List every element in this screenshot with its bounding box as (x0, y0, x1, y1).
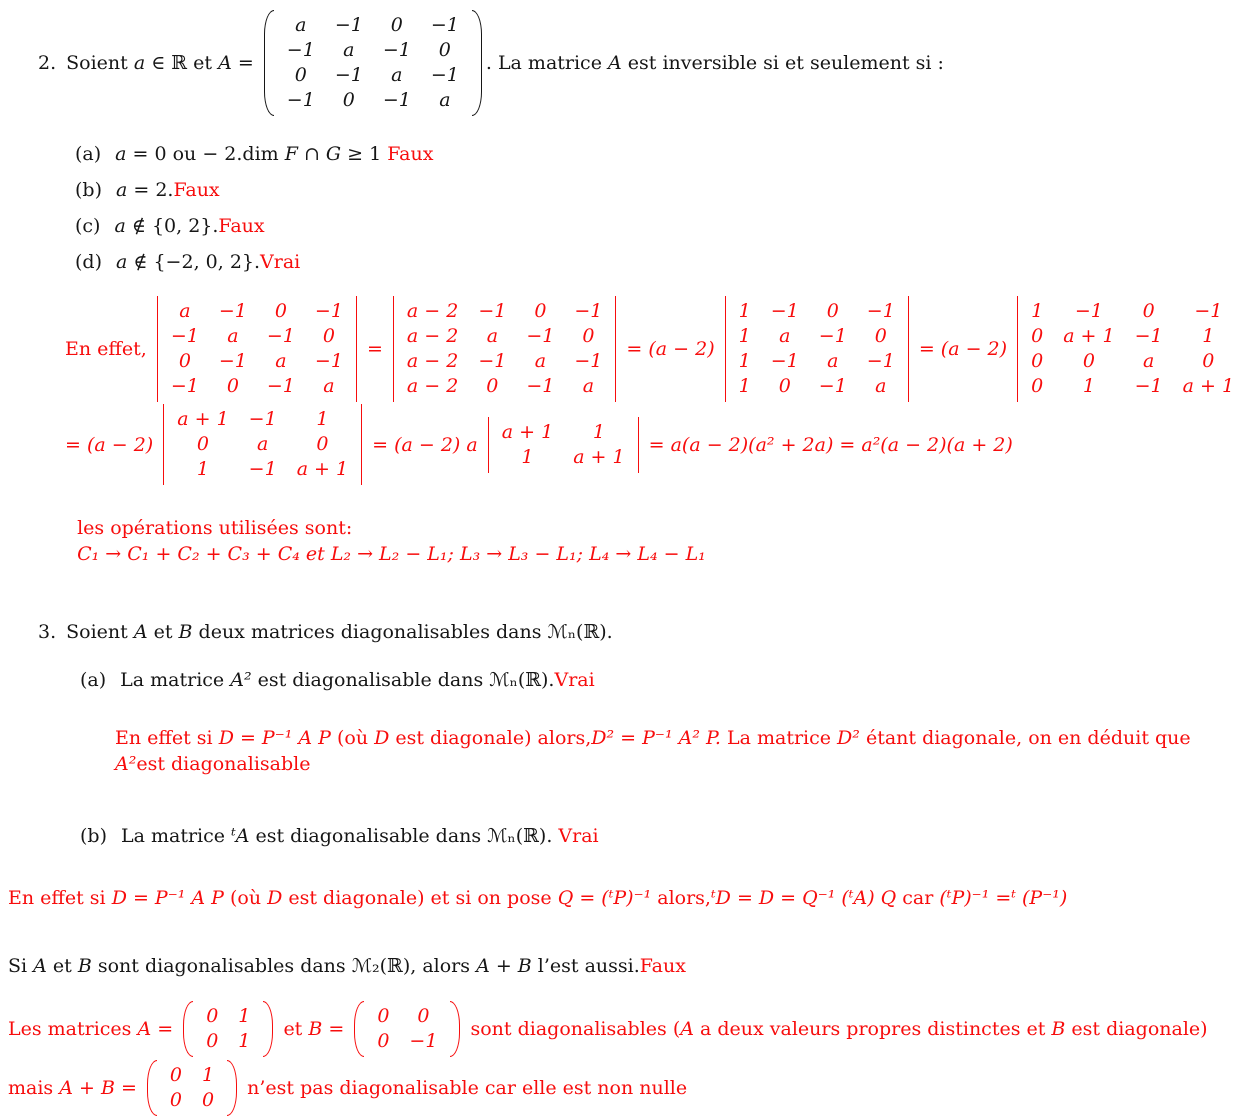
item-3-option-b-verdict: Vrai (558, 825, 599, 847)
matrix-cell: 0 (196, 433, 209, 455)
matrix-cell: 0 (1031, 375, 1044, 397)
determinant-chain-line-1 (65, 296, 1239, 402)
text-segment: B (308, 1018, 323, 1040)
option-b-verdict: Faux (173, 179, 220, 201)
matrix-cell: −1 (1074, 300, 1103, 322)
determinant-row-reduced (1017, 296, 1239, 402)
text-segment: La matrice (120, 669, 231, 691)
matrix-cell: a + 1 (501, 420, 554, 443)
matrix-cell: 0 (1202, 350, 1215, 372)
matrix-cell: −1 (866, 300, 895, 322)
text-segment: A + B (476, 955, 532, 977)
matrix-cell: 1 (196, 458, 209, 480)
matrix-cell: 0 (202, 1089, 215, 1111)
item-3-option-a-row (80, 667, 1239, 693)
text-segment: D² = P⁻¹ A² P. (591, 727, 721, 749)
determinant-factored (725, 296, 909, 402)
text-segment: et (147, 621, 179, 643)
matrix-body (489, 417, 638, 473)
matrix-cell: −1 (1134, 375, 1163, 397)
text-segment: . La matrice (485, 52, 608, 74)
matrix-body (164, 404, 361, 485)
text-segment: a (114, 215, 126, 237)
matrix-cell: a + 1 (296, 458, 349, 480)
matrix-cell: −1 (1194, 300, 1223, 322)
matrix-cell: 1 (738, 375, 751, 397)
option-c-statement (114, 215, 218, 237)
text-segment: = (114, 1077, 143, 1099)
determinant-bar-right (638, 417, 639, 473)
item-2-options (75, 136, 1239, 280)
matrix-cell: a + 1 (1063, 325, 1115, 347)
text-segment: ∉ {0, 2}. (125, 215, 219, 237)
text-segment: sont diagonalisables ( (464, 1018, 681, 1040)
matrix-cell: −1 (286, 89, 315, 111)
matrix-cell: a (179, 300, 191, 322)
text-segment: A² (115, 753, 137, 775)
matrix-cell: −1 (382, 39, 411, 61)
matrix-cell: 1 (238, 1005, 251, 1027)
counterexample-line-1 (8, 1001, 1239, 1057)
matrix-cell: 0 (417, 1005, 430, 1027)
item-3-option-b-row (80, 823, 1239, 849)
matrix-cell: 0 (342, 89, 355, 111)
option-c-row (75, 208, 1239, 244)
text-segment: B (1051, 1018, 1066, 1040)
matrix-cell: −1 (478, 300, 507, 322)
counterexample-tail (464, 1018, 1207, 1040)
matrix-cell: a + 1 (573, 445, 625, 468)
matrix-cell: a − 2 (406, 375, 459, 397)
text-segment: A (608, 52, 622, 74)
matrix-a-definition (264, 10, 482, 116)
item-3-option-b-statement (121, 823, 558, 849)
option-a-row (75, 136, 1239, 172)
matrix-cell: a (257, 433, 269, 455)
matrix-cell: 0 (582, 325, 595, 347)
factor-a-minus-2: = (a − 2) (620, 338, 721, 360)
matrix-cell: −1 (409, 1030, 438, 1052)
item-2-header (38, 10, 1239, 116)
text-segment: a (116, 251, 128, 273)
matrix-cell: −1 (770, 300, 799, 322)
text-segment: mais (8, 1077, 60, 1099)
text-segment: A (33, 955, 47, 977)
text-segment: alors, (651, 887, 711, 909)
text-segment: B (77, 955, 92, 977)
matrix-cell: a (779, 325, 791, 347)
text-segment: ≥ 1 (341, 143, 388, 165)
text-segment: l’est aussi. (531, 955, 640, 977)
matrix-body (193, 1001, 263, 1057)
text-segment: car (896, 887, 940, 909)
matrix-cell: 0 (1082, 350, 1095, 372)
text-segment: (où (223, 887, 268, 909)
text-segment: D = P⁻¹ A P (218, 727, 331, 749)
text-segment: est diagonalisable (136, 753, 311, 775)
matrix-body (157, 1060, 227, 1116)
matrix-cell: 1 (238, 1030, 251, 1052)
matrix-cell: 1 (592, 420, 605, 443)
factor-a-minus-2-a: = (a − 2) a (366, 433, 484, 456)
matrix-cell: −1 (286, 39, 315, 61)
matrix-cell: a (827, 350, 839, 372)
option-d-label: (d) (75, 251, 102, 273)
text-segment: n’est pas diagonalisable car elle est non nulle (241, 1077, 688, 1099)
option-d-row (75, 244, 1239, 280)
counterexample-mid (277, 1018, 350, 1040)
matrix-cell: 0 (1031, 325, 1044, 347)
option-c-verdict: Faux (218, 215, 265, 237)
matrix-cell: a − 2 (406, 300, 459, 322)
matrix-cell: 0 (178, 350, 191, 372)
text-segment: et (46, 955, 78, 977)
item-2-intro-pre (66, 52, 260, 74)
text-segment: Les matrices (8, 1018, 138, 1040)
counterexample-sum-lead (8, 1077, 143, 1099)
proof-lead: En effet, (65, 338, 153, 360)
text-segment: = (231, 52, 260, 74)
matrix-cell: −1 (818, 325, 847, 347)
operations-math: C₁ → C₁ + C₂ + C₃ + C₄ et L₂ → L₂ − L₁; L₃ → L₃ − L₁; L₄ → L₄ − L₁ (77, 543, 706, 565)
text-segment: D = P⁻¹ A P (111, 887, 224, 909)
operations-label: les opérations utilisées sont: (77, 517, 359, 539)
text-segment: En effet si (115, 727, 219, 749)
determinant-bar-right (361, 404, 362, 485)
text-segment: La matrice (121, 825, 232, 847)
text-segment: D² (837, 727, 860, 749)
matrix-cell: a (582, 375, 595, 397)
factor-a-minus-2: = (a − 2) (912, 338, 1014, 360)
item-3-number: 3. (38, 621, 57, 643)
matrix-cell: −1 (818, 375, 847, 397)
text-segment: ∈ ℝ et (145, 52, 219, 74)
matrix-cell: 0 (169, 1089, 182, 1111)
determinant-bar-right (908, 296, 909, 402)
text-segment: sont diagonalisables dans ℳ₂(ℝ), alors (91, 955, 477, 977)
text-segment: La matrice (720, 727, 838, 749)
item-3-intro (66, 619, 613, 645)
text-segment: Soient (66, 621, 134, 643)
text-segment: A² (230, 669, 252, 691)
matrix-cell: a − 2 (406, 350, 459, 372)
matrix-cell: −1 (170, 325, 199, 347)
determinant-2x2 (488, 417, 639, 473)
matrix-cell: −1 (314, 350, 343, 372)
option-d-verdict: Vrai (260, 251, 301, 273)
option-a-verdict: Faux (387, 143, 434, 165)
counterexample-line-2 (8, 1060, 1239, 1116)
text-segment: A (133, 621, 148, 643)
option-d-statement (116, 251, 260, 273)
paren-right (450, 1001, 460, 1057)
counterexample-lead (8, 1018, 179, 1040)
matrix-cell: a (439, 89, 451, 111)
matrix-cell: 1 (738, 350, 751, 372)
item-3-option-a-verdict: Vrai (554, 669, 595, 691)
matrix-cell: −1 (866, 350, 895, 372)
text-segment: est diagonale) (1065, 1018, 1208, 1040)
equals-sign: = (360, 338, 389, 360)
matrix-cell: −1 (170, 375, 199, 397)
paren-left (183, 1001, 193, 1057)
text-segment: = (322, 1018, 351, 1040)
determinant-bar-right (615, 296, 616, 402)
matrix-cell: −1 (574, 300, 603, 322)
matrix-cell: 0 (486, 375, 499, 397)
matrix-cell: −1 (1134, 325, 1163, 347)
matrix-cell: a (227, 325, 239, 347)
matrix-cell: a + 1 (177, 408, 229, 430)
text-segment: B (178, 621, 193, 643)
text-segment: A + B (59, 1077, 115, 1099)
matrix-cell: a (295, 14, 307, 36)
option-a-label: (a) (75, 143, 102, 165)
claim-verdict: Faux (639, 955, 686, 977)
matrix-cell: 0 (826, 300, 839, 322)
matrix-body (364, 1001, 450, 1057)
matrix-cell: −1 (770, 350, 799, 372)
matrix-cell: 0 (377, 1005, 390, 1027)
text-segment: a deux valeurs propres distinctes et (693, 1018, 1052, 1040)
matrix-cell: −1 (430, 14, 459, 36)
matrix-cell: a (391, 64, 403, 86)
matrix-cell: 0 (377, 1030, 390, 1052)
text-segment: (où (330, 727, 375, 749)
text-segment: est inversible si et seulement si : (621, 52, 944, 74)
matrix-body (1018, 296, 1239, 402)
matrix-b-example (354, 1001, 460, 1057)
matrix-cell: −1 (314, 300, 343, 322)
matrix-cell: 0 (274, 300, 287, 322)
matrix-cell: −1 (382, 89, 411, 111)
text-segment: est diagonalisable dans ℳₙ(ℝ). (251, 669, 555, 691)
text-segment: D (374, 727, 390, 749)
paren-right (263, 1001, 273, 1057)
matrix-cell: −1 (478, 350, 507, 372)
claim-statement (8, 953, 640, 979)
paren-right (227, 1060, 237, 1116)
matrix-cell: 1 (1031, 300, 1044, 322)
matrix-cell: −1 (526, 375, 555, 397)
matrix-cell: 1 (738, 300, 751, 322)
final-factorization: = a(a − 2)(a² + 2a) = a²(a − 2)(a + 2) (642, 433, 1013, 456)
text-segment: ᵗA (231, 825, 250, 847)
matrix-cell: 1 (1202, 325, 1215, 347)
text-segment: D (267, 887, 283, 909)
determinant-3x3 (163, 404, 362, 485)
text-segment: a (115, 143, 127, 165)
text-segment: ∩ (297, 143, 326, 165)
matrix-body (158, 296, 356, 402)
matrix-cell: 0 (316, 433, 329, 455)
matrix-cell: 1 (316, 408, 329, 430)
text-segment: est diagonale) et si on pose (282, 887, 558, 909)
factor-a-minus-2: = (a − 2) (65, 433, 160, 456)
item-2-intro-post (486, 52, 944, 74)
matrix-cell: a (343, 39, 355, 61)
matrix-cell: −1 (334, 64, 363, 86)
matrix-cell: −1 (526, 325, 555, 347)
text-segment: G (325, 143, 342, 165)
text-segment: A (218, 52, 232, 74)
text-segment: = (151, 1018, 180, 1040)
option-b-row (75, 172, 1239, 208)
determinant-column-sum (393, 296, 616, 402)
text-segment: En effet si (8, 887, 112, 909)
text-segment: ᵗD = D = Q⁻¹ (ᵗA) Q (710, 887, 897, 909)
matrix-cell: 0 (206, 1005, 219, 1027)
matrix-cell: −1 (574, 350, 603, 372)
paren-left (354, 1001, 364, 1057)
matrix-cell: a + 1 (1182, 375, 1235, 397)
text-segment: = 2. (127, 179, 174, 201)
text-segment: étant diagonale, on en déduit que (859, 727, 1197, 749)
option-b-label: (b) (75, 179, 102, 201)
matrix-cell: 0 (206, 1030, 219, 1052)
matrix-body (726, 296, 908, 402)
matrix-cell: 0 (1142, 300, 1155, 322)
matrix-cell: −1 (430, 64, 459, 86)
matrix-cell: 0 (226, 375, 239, 397)
text-segment: Soient (66, 52, 134, 74)
text-segment: A (137, 1018, 152, 1040)
text-segment: ∉ {−2, 0, 2}. (127, 251, 261, 273)
text-segment: Si (8, 955, 34, 977)
option-b-statement (116, 179, 173, 201)
text-segment: a (133, 52, 146, 74)
text-segment: = 0 ou − 2.dim (126, 143, 285, 165)
text-segment: F (284, 143, 298, 165)
matrix-cell: 0 (778, 375, 791, 397)
text-segment: est diagonalisable dans ℳₙ(ℝ). (249, 825, 559, 847)
option-a-statement (115, 143, 387, 165)
text-segment: est diagonale) alors, (389, 727, 592, 749)
matrix-cell: 0 (294, 64, 307, 86)
paren-left (147, 1060, 157, 1116)
matrix-cell: −1 (248, 408, 277, 430)
text-segment: deux matrices diagonalisables dans ℳₙ(ℝ). (192, 621, 613, 643)
option-c-label: (c) (75, 215, 101, 237)
matrix-cell: 0 (322, 325, 335, 347)
text-segment: a (116, 179, 128, 201)
text-segment: Q = (ᵗP)⁻¹ (557, 887, 652, 909)
matrix-cell: 0 (1031, 350, 1044, 372)
matrix-cell: −1 (266, 375, 295, 397)
text-segment: et (277, 1018, 309, 1040)
item-3-option-a-explanation (115, 725, 1235, 777)
matrix-cell: −1 (218, 300, 247, 322)
matrix-cell: 0 (534, 300, 547, 322)
matrix-cell: a − 2 (406, 325, 459, 347)
item-3-option-b-label: (b) (80, 825, 107, 847)
text-segment: A (680, 1018, 694, 1040)
matrix-cell: 1 (521, 445, 534, 468)
operations-note (65, 489, 1239, 567)
matrix-cell: a (875, 375, 887, 397)
matrix-cell: −1 (266, 325, 295, 347)
matrix-cell: a (275, 350, 287, 372)
text-segment: (ᵗP)⁻¹ =ᵗ (P⁻¹) (939, 887, 1068, 909)
paren-right (472, 10, 482, 116)
paren-left (264, 10, 274, 116)
sum-diagonalizable-claim (8, 953, 1239, 979)
matrix-cell: 0 (874, 325, 887, 347)
determinant-chain-line-2 (65, 404, 1239, 485)
document-page (0, 10, 1239, 1111)
matrix-cell: 1 (1082, 375, 1095, 397)
matrix-sum-example (147, 1060, 237, 1116)
counterexample-sum-tail (241, 1077, 687, 1099)
item-3-option-a-label: (a) (80, 669, 107, 691)
matrix-cell: 1 (202, 1064, 215, 1086)
matrix-cell: 1 (738, 325, 751, 347)
item-2-number: 2. (38, 52, 57, 74)
matrix-cell: a (486, 325, 499, 347)
item-3-header (38, 619, 1239, 645)
matrix-body (274, 10, 472, 116)
determinant-original (157, 296, 357, 402)
matrix-cell: −1 (334, 14, 363, 36)
matrix-cell: −1 (248, 458, 277, 480)
matrix-a-example (183, 1001, 273, 1057)
determinant-bar-right (356, 296, 357, 402)
matrix-cell: −1 (218, 350, 247, 372)
matrix-cell: a (534, 350, 547, 372)
matrix-cell: 0 (390, 14, 403, 36)
item-3-option-a-statement (120, 667, 554, 693)
matrix-cell: 0 (438, 39, 451, 61)
matrix-cell: a (1142, 350, 1155, 372)
matrix-cell: a (323, 375, 335, 397)
matrix-body (394, 296, 615, 402)
item-3-option-b-explanation (8, 885, 1239, 911)
matrix-cell: 0 (169, 1064, 182, 1086)
